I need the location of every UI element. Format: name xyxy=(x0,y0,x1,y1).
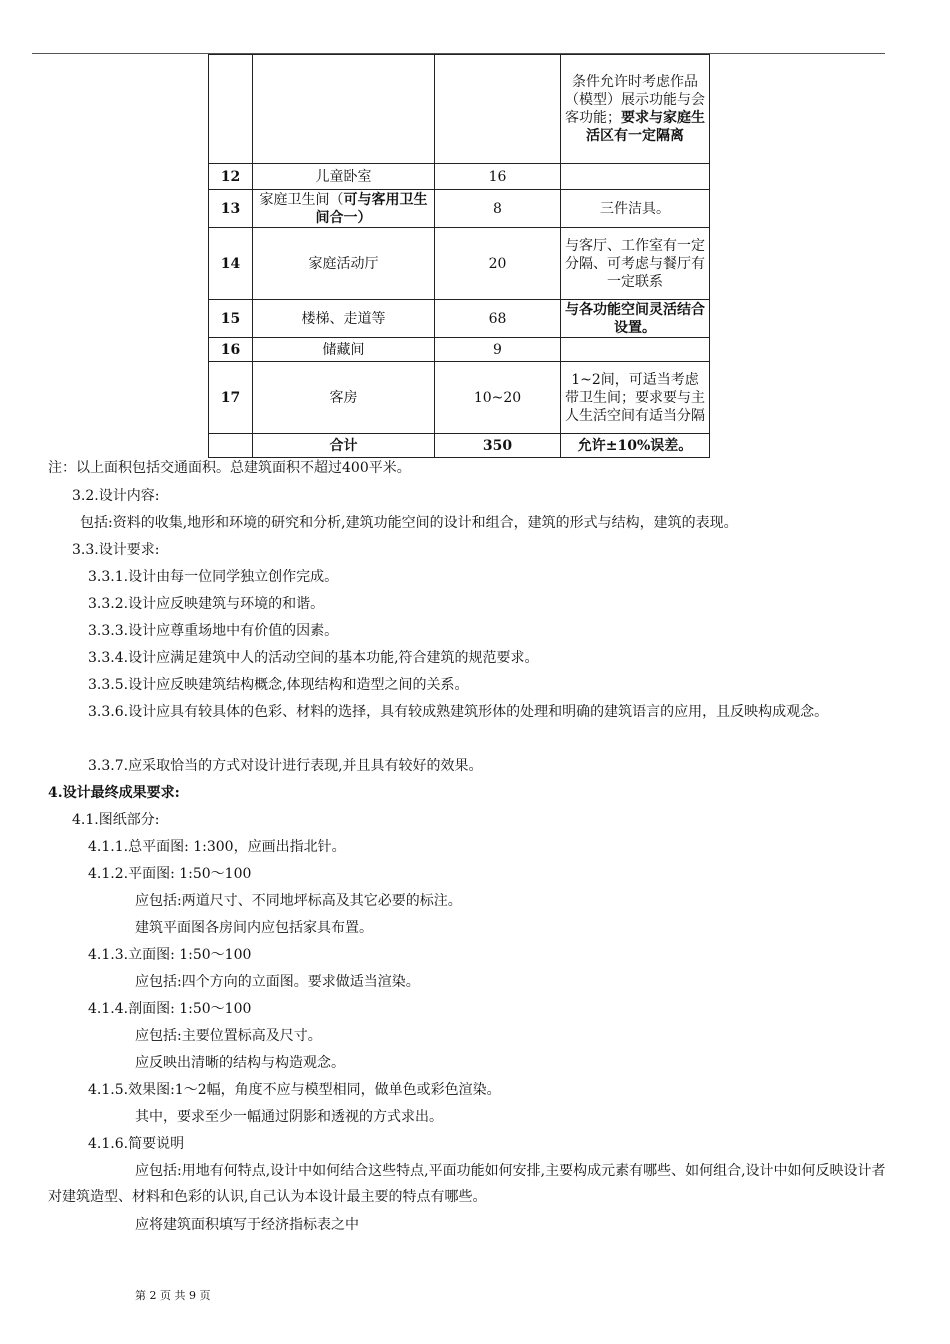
row-number: 12 xyxy=(209,164,253,190)
table-row xyxy=(209,190,710,228)
requirement-3-3-1: 3.3.1.设计由每一位同学独立创作完成。 xyxy=(88,569,339,585)
space-name: 楼梯、走道等 xyxy=(253,300,435,338)
section-3-2-heading: 3.2.设计内容: xyxy=(72,488,160,504)
total-number xyxy=(209,434,253,458)
section-3-3-heading: 3.3.设计要求: xyxy=(72,542,160,558)
section-4-heading: 4.设计最终成果要求: xyxy=(48,785,180,801)
item-4-1-4-detail: 应反映出清晰的结构与构造观念。 xyxy=(135,1055,345,1071)
space-note: 1~2间，可适当考虑带卫生间；要求要与主人生活空间有适当分隔 xyxy=(561,362,710,434)
requirement-3-3-4: 3.3.4.设计应满足建筑中人的活动空间的基本功能,符合建筑的规范要求。 xyxy=(88,650,539,666)
space-name: 客房 xyxy=(253,362,435,434)
space-name xyxy=(253,55,435,164)
section-3-2-body: 包括:资料的收集,地形和环境的研究和分析,建筑功能空间的设计和组合，建筑的形式与结构，建筑的表现。 xyxy=(80,515,738,531)
space-requirements-table xyxy=(208,54,710,458)
requirement-3-3-2: 3.3.2.设计应反映建筑与环境的和谐。 xyxy=(88,596,325,612)
table-row xyxy=(209,362,710,434)
space-area: 68 xyxy=(435,300,561,338)
item-4-1-2-detail: 建筑平面图各房间内应包括家具布置。 xyxy=(135,920,373,936)
requirement-3-3-7: 3.3.7.应采取恰当的方式对设计进行表现,并且具有较好的效果。 xyxy=(88,758,483,774)
space-area xyxy=(435,55,561,164)
table-total-row xyxy=(209,434,710,458)
space-note: 条件允许时考虑作品（模型）展示功能与会客功能；要求与家庭生活区有一定隔离 xyxy=(561,55,710,164)
space-note xyxy=(561,338,710,362)
space-name: 家庭卫生间（可与客用卫生间合一） xyxy=(253,190,435,228)
space-name: 儿童卧室 xyxy=(253,164,435,190)
item-4-1-2-detail: 应包括:两道尺寸、不同地坪标高及其它必要的标注。 xyxy=(135,893,462,909)
total-area: 350 xyxy=(435,434,561,458)
space-note: 与各功能空间灵活结合设置。 xyxy=(561,300,710,338)
space-area: 16 xyxy=(435,164,561,190)
section-4-1-heading: 4.1.图纸部分: xyxy=(72,812,160,828)
space-note: 与客厅、工作室有一定分隔、可考虑与餐厅有一定联系 xyxy=(561,228,710,300)
item-4-1-6: 4.1.6.简要说明 xyxy=(88,1136,185,1152)
space-area: 20 xyxy=(435,228,561,300)
item-4-1-5-detail: 其中，要求至少一幅通过阴影和透视的方式求出。 xyxy=(135,1109,443,1125)
page-number-footer: 第 2 页 共 9 页 xyxy=(135,1289,211,1302)
space-name: 家庭活动厅 xyxy=(253,228,435,300)
item-4-1-6-detail: 应包括:用地有何特点,设计中如何结合这些特点,平面功能如何安排,主要构成元素有哪些、如何组合,设计中如何反映设计者对建筑造型、材料和色彩的认识,自己认为本设计最主要的特点有哪些。 xyxy=(48,1163,886,1205)
space-note: 三件洁具。 xyxy=(561,190,710,228)
item-4-1-2: 4.1.2.平面图: 1:50～100 xyxy=(88,866,252,882)
table-row xyxy=(209,300,710,338)
space-area: 10~20 xyxy=(435,362,561,434)
table-row xyxy=(209,164,710,190)
requirement-3-3-6: 3.3.6.设计应具有较具体的色彩、材料的选择，具有较成熟建筑形体的处理和明确的建筑语言的应用，且反映构成观念。 xyxy=(88,704,829,720)
item-4-1-1: 4.1.1.总平面图: 1:300，应画出指北针。 xyxy=(88,839,346,855)
item-4-1-4: 4.1.4.剖面图: 1:50～100 xyxy=(88,1001,252,1017)
row-number: 16 xyxy=(209,338,253,362)
total-label: 合计 xyxy=(253,434,435,458)
row-number xyxy=(209,55,253,164)
item-4-1-3-detail: 应包括:四个方向的立面图。要求做适当渲染。 xyxy=(135,974,420,990)
requirement-3-3-5: 3.3.5.设计应反映建筑结构概念,体现结构和造型之间的关系。 xyxy=(88,677,469,693)
table-row xyxy=(209,55,710,164)
item-4-1-4-detail: 应包括:主要位置标高及尺寸。 xyxy=(135,1028,322,1044)
item-4-1-5: 4.1.5.效果图:1～2幅，角度不应与模型相同，做单色或彩色渲染。 xyxy=(88,1082,501,1098)
space-area: 9 xyxy=(435,338,561,362)
space-note xyxy=(561,164,710,190)
requirement-3-3-3: 3.3.3.设计应尊重场地中有价值的因素。 xyxy=(88,623,339,639)
row-number: 14 xyxy=(209,228,253,300)
total-note: 允许±10%误差。 xyxy=(561,434,710,458)
table-row xyxy=(209,338,710,362)
table-row xyxy=(209,228,710,300)
table-footnote: 注：以上面积包括交通面积。总建筑面积不超过400平米。 xyxy=(48,460,411,476)
space-area: 8 xyxy=(435,190,561,228)
item-4-1-3: 4.1.3.立面图: 1:50～100 xyxy=(88,947,252,963)
item-4-1-6-detail: 应将建筑面积填写于经济指标表之中 xyxy=(135,1217,359,1233)
row-number: 13 xyxy=(209,190,253,228)
row-number: 15 xyxy=(209,300,253,338)
space-name: 储藏间 xyxy=(253,338,435,362)
row-number: 17 xyxy=(209,362,253,434)
